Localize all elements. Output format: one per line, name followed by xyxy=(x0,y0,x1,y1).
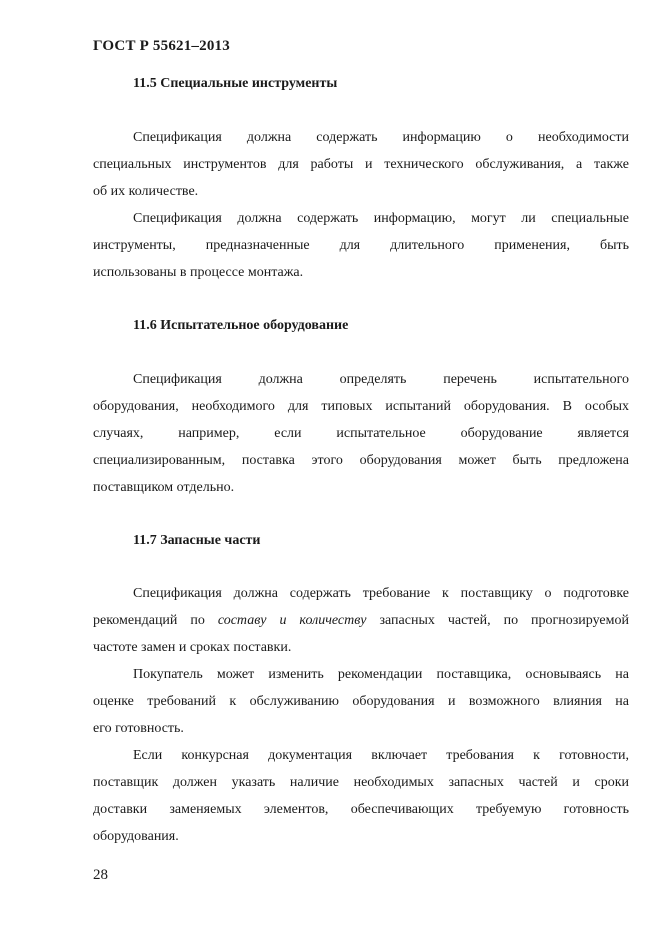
paragraph xyxy=(93,205,629,286)
paragraph xyxy=(93,124,629,205)
paragraph-line: Спецификация должна содержать информацию о необходимости xyxy=(133,130,629,145)
page-number: 28 xyxy=(93,867,108,883)
paragraph-line: специализированным, поставка этого оборудования может быть предложена xyxy=(93,453,629,468)
paragraph-line: оборудования. xyxy=(93,829,179,844)
paragraph-line: частоте замен и сроках поставки. xyxy=(93,640,292,655)
text-run: рекомендаций по xyxy=(93,613,218,628)
paragraph xyxy=(93,742,629,850)
paragraph-line: Спецификация должна содержать требование к поставщику о подготовке xyxy=(133,586,629,601)
paragraph-line: Покупатель может изменить рекомендации поставщика, основываясь на xyxy=(133,667,629,682)
paragraph-line: оценке требований к обслуживанию оборудования и возможного влияния на xyxy=(93,694,629,709)
document-header: ГОСТ Р 55621–2013 xyxy=(93,38,230,54)
paragraph-line-with-emphasis xyxy=(93,607,629,634)
paragraph-line: оборудования, необходимого для типовых испытаний оборудования. В особых xyxy=(93,399,629,414)
paragraph xyxy=(93,366,629,501)
text-run: запасных частей, по прогнозируемой xyxy=(366,613,629,628)
paragraph-line: об их количестве. xyxy=(93,184,199,199)
paragraph-line: использованы в процессе монтажа. xyxy=(93,265,304,280)
paragraph-line: доставки заменяемых элементов, обеспечивающих требуемую готовность xyxy=(93,802,629,817)
paragraph-line: инструменты, предназначенные для длительного применения, быть xyxy=(93,238,629,253)
paragraph xyxy=(93,580,629,661)
paragraph-line: Если конкурсная документация включает требования к готовности, xyxy=(133,748,629,763)
section-heading-11-7: 11.7 Запасные части xyxy=(133,533,261,548)
paragraph-line: Спецификация должна содержать информацию, могут ли специальные xyxy=(133,211,629,226)
paragraph-line: поставщиком отдельно. xyxy=(93,480,235,495)
paragraph-line: поставщик должен указать наличие необходимых запасных частей и сроки xyxy=(93,775,629,790)
section-heading-11-5: 11.5 Специальные инструменты xyxy=(133,76,338,91)
paragraph-line: Спецификация должна определять перечень испытательного xyxy=(133,372,629,387)
paragraph-line: специальных инструментов для работы и технического обслуживания, а также xyxy=(93,157,629,172)
paragraph-line: его готовность. xyxy=(93,721,184,736)
section-heading-11-6: 11.6 Испытательное оборудование xyxy=(133,318,349,333)
paragraph xyxy=(93,661,629,742)
emphasis-text: составу и количеству xyxy=(217,613,367,628)
paragraph-line: случаях, например, если испытательное оборудование является xyxy=(93,426,629,441)
